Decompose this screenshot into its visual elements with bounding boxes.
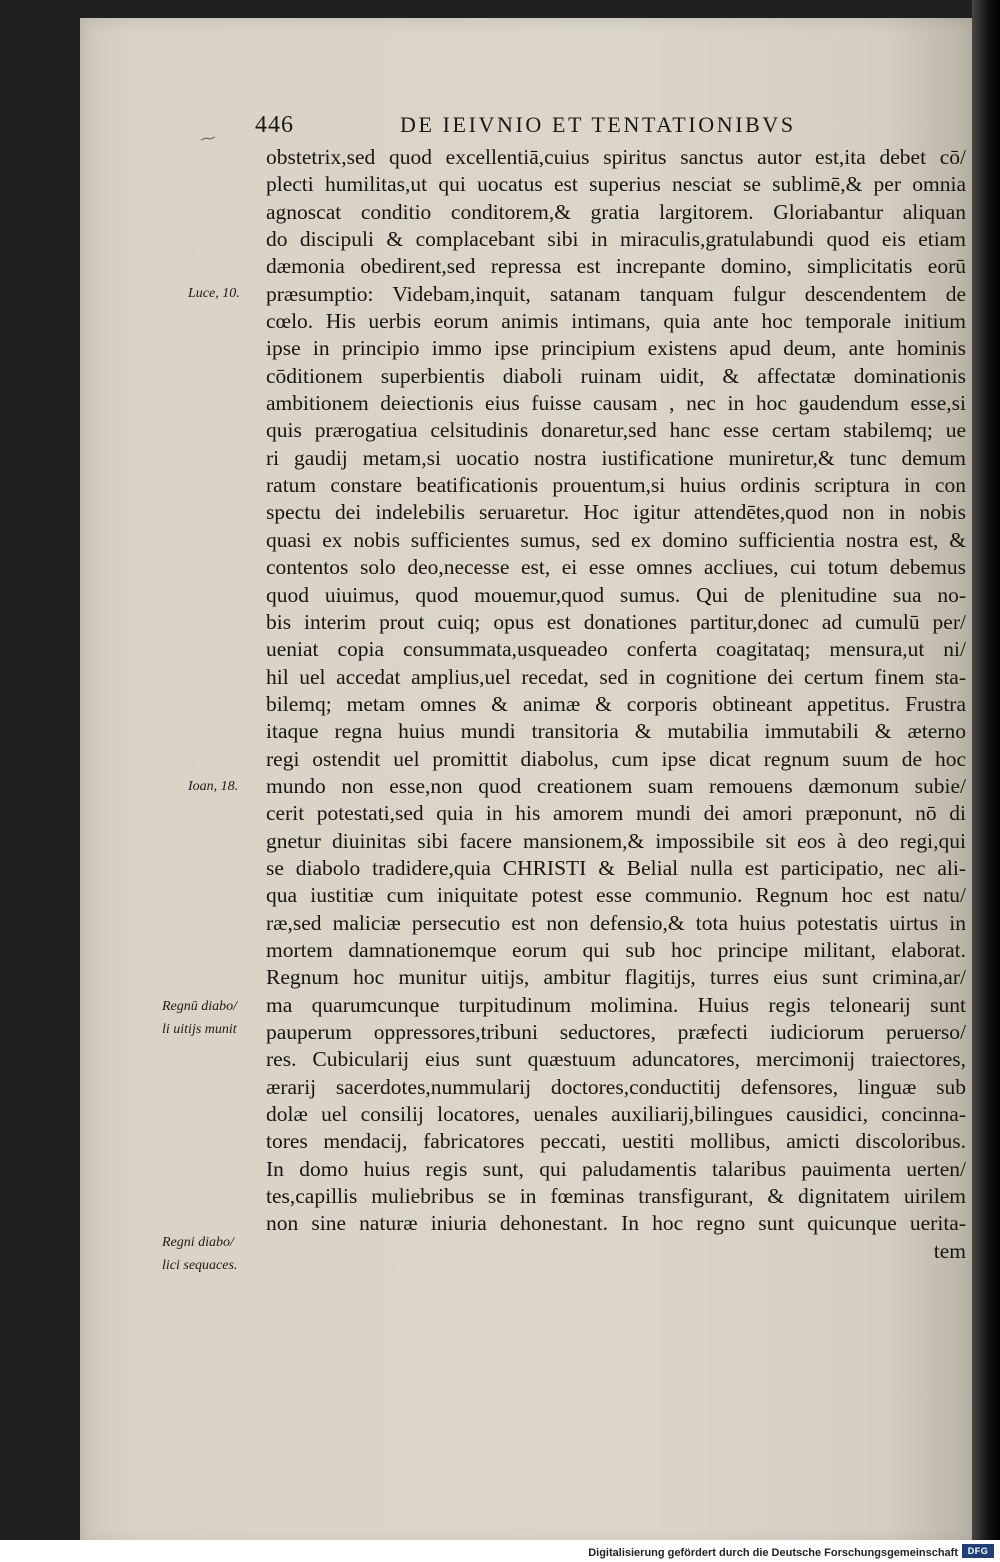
margin-note: Luce, 10. xyxy=(188,286,240,301)
text-line: agnoscat conditio conditorem,& gratia largitorem. Gloriabantur aliquan xyxy=(266,199,966,224)
margin-note: li uitijs munit xyxy=(162,1022,237,1037)
text-line: gnetur diuinitas sibi facere mansionem,& impossibile sit eos à deo regi,qui xyxy=(266,828,966,853)
catchword: tem xyxy=(933,1238,966,1263)
margin-note: Regni diabo/ xyxy=(162,1235,234,1250)
text-line: bis interim prout cuiq; opus est donationes partitur,donec ad cumulū per/ xyxy=(266,609,966,634)
text-line: plecti humilitas,ut qui uocatus est superius nesciat se sublimē,& per omnia xyxy=(266,172,966,197)
text-line: mortem damnationemque eorum qui sub hoc principe militant, elaborat. xyxy=(266,937,966,962)
text-line: ratum constare beatificationis prouentum,si huius ordinis scriptura in con xyxy=(266,473,966,498)
running-head xyxy=(255,112,825,144)
margin-note: Ioan, 18. xyxy=(188,779,239,794)
text-line: non sine naturæ iniuria dehonestant. In hoc regno sunt quicunque uerita- xyxy=(266,1211,966,1236)
page-number: 446 xyxy=(255,112,294,138)
text-line: regi ostendit uel promittit diabolus, cum ipse dicat regnum suum de hoc xyxy=(266,746,966,771)
text-line: cōditionem superbientis diaboli ruinam uidit, & affectatæ dominationis xyxy=(266,363,966,388)
text-line: ueniat copia consummata,usqueadeo conferta coagitataq; mensura,ut ni/ xyxy=(266,637,966,662)
text-line: tes,capillis muliebribus se in fœminas transfigurant, & dignitatem uirilem xyxy=(266,1184,966,1209)
text-line: spectu dei indelebilis seruaretur. Hoc igitur attendētes,quod non in nobis xyxy=(266,500,966,525)
text-line: ræ,sed maliciæ persecutio est non defensio,& tota huius potestatis uirtus in xyxy=(266,910,966,935)
text-line: ipse in principio immo ipse principium existens apud deum, ante hominis xyxy=(266,336,966,361)
text-line: quis prærogatiua celsitudinis donaretur,sed hanc esse certam stabilemq; ue xyxy=(266,418,966,443)
dfg-logo-icon: DFG xyxy=(962,1544,994,1558)
text-line: mundo non esse,non quod creationem suam remouens dæmonum subie/ xyxy=(266,773,966,798)
digitization-footer xyxy=(0,1540,1000,1562)
text-line: contentos solo deo,necesse est, ei esse omnes accliues, cui totum debemus xyxy=(266,555,966,580)
text-line: cerit potestati,sed quia in his amorem mundi dei amori præponunt, nō di xyxy=(266,801,966,826)
text-line: ærarij sacerdotes,nummularij doctores,conductitij defensores, linguæ sub xyxy=(266,1074,966,1099)
text-line: In domo huius regis sunt, qui paludamentis talaribus pauimenta uerten/ xyxy=(266,1156,966,1181)
funding-credit: Digitalisierung gefördert durch die Deutsche Forschungsgemeinschaft xyxy=(588,1547,958,1559)
text-line: qua iustitiæ cum iniquitate potest esse communio. Regnum hoc est natu/ xyxy=(266,883,966,908)
margin-note: Regnū diabo/ xyxy=(162,999,238,1014)
book-gutter xyxy=(972,0,1000,1562)
text-line: res. Cubicularij eius sunt quæstuum aduncatores, mercimonij traiectores, xyxy=(266,1047,966,1072)
text-line: itaque regna huius mundi transitoria & mutabilia immutabili & æterno xyxy=(266,719,966,744)
text-line: quasi ex nobis sufficientes sumus, sed ex domino sufficientia nostra est, & xyxy=(266,527,966,552)
text-line: tores mendacij, fabricatores peccati, uestiti mollibus, amicti discoloribus. xyxy=(266,1129,966,1154)
text-line: pauperum oppressores,tribuni seductores, præfecti iudiciorum peruerso/ xyxy=(266,1020,966,1044)
text-line: hil uel accedat amplius,uel recedat, sed in cognitione dei certum finem sta- xyxy=(266,664,966,689)
text-line: dæmonia obedirent,sed repressa est increpante domino, simplicitatis eorū xyxy=(266,254,966,279)
text-line: quod uiuimus, quod mouemur,quod sumus. Qui de plenitudine sua no- xyxy=(266,582,966,607)
text-line: cœlo. His uerbis eorum animis intimans, quia ante hoc temporale initium xyxy=(266,309,966,334)
text-line: Regnum hoc munitur uitijs, ambitur flagitijs, turres eius sunt crimina,ar/ xyxy=(266,965,966,990)
text-line: ri gaudij metam,si uocatio nostra iustificatione muniretur,& tunc demum xyxy=(266,445,966,470)
running-title: DE IEIVNIO ET TENTATIONIBVS xyxy=(400,112,796,137)
text-line: præsumptio: Videbam,inquit, satanam tanquam fulgur descendentem de xyxy=(266,281,966,306)
text-line: ambitionem deiectionis eius fuisse causam , nec in hoc gaudendum esse,si xyxy=(266,391,966,416)
text-line: ma quarumcunque turpitudinum molimina. Huius regis telonearij sunt xyxy=(266,992,966,1017)
ink-mark-icon xyxy=(200,136,216,142)
text-line: do discipuli & complacebant sibi in miraculis,gratulabundi quod eis etiam xyxy=(266,227,966,252)
margin-note: lici sequaces. xyxy=(162,1258,238,1273)
text-line: se diabolo tradidere,quia CHRISTI & Belial nulla est participatio, nec ali- xyxy=(266,855,966,880)
text-line: dolæ uel consilij locatores, uenales auxiliarij,bilingues causidici, concinna- xyxy=(266,1102,966,1127)
body-text xyxy=(266,144,966,1265)
text-line: bilemq; metam omnes & animæ & corporis obtineant appetitus. Frustra xyxy=(266,691,966,716)
text-line: obstetrix,sed quod excellentiā,cuius spiritus sanctus autor est,ita debet cō/ xyxy=(266,145,966,169)
